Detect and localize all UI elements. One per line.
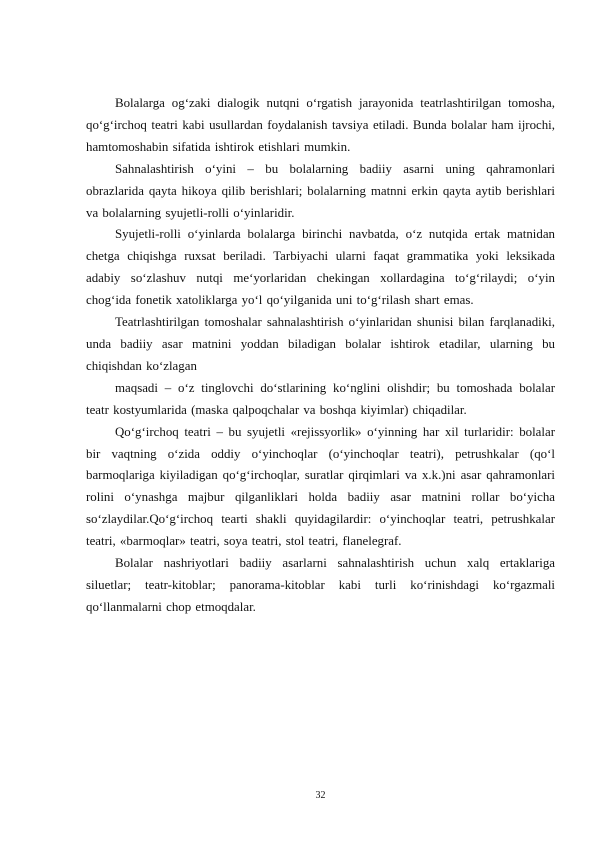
paragraph-theatrical-shows: Teatrlashtirilgan tomoshalar sahnalashtirish o‘yinlaridan shunisi bilan farqlanadiki, unda badiiy asar matnini yoddan biladigan bolalar ishtirok etadilar, ularning bu chiqishdan ko‘zlagan	[86, 315, 555, 373]
paragraph-role-play: Syujetli-rolli o‘yinlarda bolalarga birinchi navbatda, o‘z nutqida ertak matnidan chetga chiqishga ruxsat beriladi. Tarbiyachi ularni faqat grammatika yoki leksikada adabiy so‘zlashuv nutqi me‘yorlaridan chekingan xollardagina to‘g‘rilaydi; o‘yin chog‘ida fonetik xatoliklarga yo‘l qo‘yilganida uni to‘g‘rilash shart emas.	[86, 227, 555, 308]
page-number: 32	[315, 790, 326, 801]
paragraph-staging-game: Sahnalashtirish o‘yini – bu bolalarning badiiy asarni uning qahramonlari obrazlarida qayta hikoya qilib berishlari; bolalarning matnni erkin qayta aytib berishlari va bolalarning syujetli-rolli o‘yinlaridir.	[86, 161, 555, 220]
document-body	[86, 93, 555, 619]
paragraph-puppet-theatre: Qo‘g‘irchoq teatri – bu syujetli «rejissyorlik» o‘yinning har xil turlaridir: bolalar bir vaqtning o‘zida oddiy o‘yinchoqlar (o‘yinchoqlar teatri), petrushkalar (qo‘l barmoqlariga kiyiladigan qo‘g‘irchoqlar, suratlar qirqimlari va x.k.)ni asar qahramonlari rolini o‘ynashga majbur qilganliklari holda badiiy asar matnini rollar bo‘yicha so‘zlaydilar.Qo‘g‘irchoq tearti shakli quyidagilardir: o‘yinchoqlar teatri, petrushkalar teatri, «barmoqlar» teatri, soya teatri, stol teatri, flanelegraf.	[86, 424, 555, 549]
paragraph-dialogic-speech: Bolalarga og‘zaki dialogik nutqni o‘rgatish jarayonida teatrlashtirilgan tomosha, qo‘g‘irchoq teatri kabi usullardan foydalanish tavsiya etiladi. Bunda bolalar ham ijrochi, hamtomoshabin sifatida ishtirok etishlari mumkin.	[86, 96, 555, 154]
paragraph-publishers: Bolalar nashriyotlari badiiy asarlarni sahnalashtirish uchun xalq ertaklariga siluetlar; teatr-kitoblar; panorama-kitoblar kabi turli ko‘rinishdagi ko‘rgazmali qo‘llanmalarni chop etmoqdalar.	[86, 556, 555, 614]
paragraph-purpose: maqsadi – o‘z tinglovchi do‘stlarining ko‘nglini olishdir; bu tomoshada bolalar teatr kostyumlarida (maska qalpoqchalar va boshqa kiyimlar) chiqadilar.	[86, 380, 555, 417]
